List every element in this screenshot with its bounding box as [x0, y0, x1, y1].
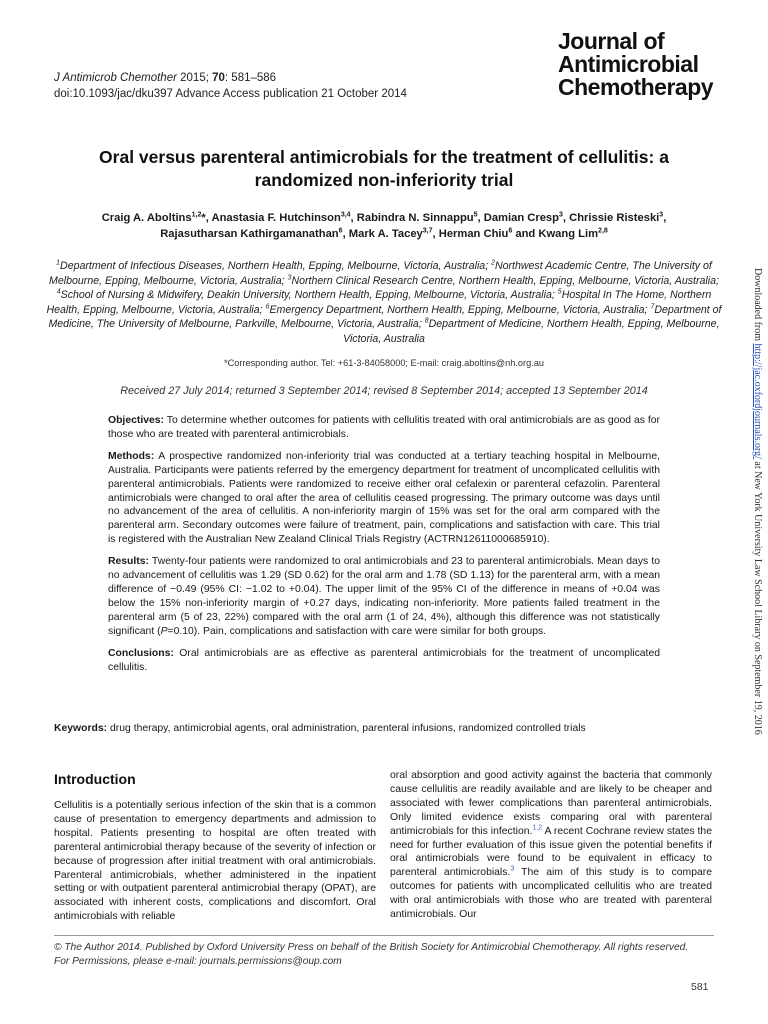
logo-line-3: Chemotherapy [558, 74, 714, 100]
author: Rajasutharsan Kathirgamanathan [160, 228, 339, 240]
title-line-2: randomized non-inferiority trial [254, 170, 514, 190]
abstract-conclusions [108, 647, 660, 675]
author-sup: 3 [659, 211, 664, 219]
permissions-line: For Permissions, please e-mail: journals.permissions@oup.com [54, 956, 342, 967]
keywords-text: drug therapy, antimicrobial agents, oral administration, parenteral infusions, randomized controlled trials [107, 723, 586, 734]
footer-divider [54, 935, 714, 936]
affil-sup: 6 [265, 302, 270, 310]
affil-sup: 3 [287, 273, 292, 281]
citation-year: 2015; [180, 72, 209, 84]
citation-pages: : 581–586 [224, 72, 277, 84]
citation [54, 70, 407, 102]
download-suffix: at New York University Law School Library on September 19, 2016 [752, 458, 763, 735]
introduction-heading: Introduction [54, 771, 136, 787]
affil-sup: 2 [491, 259, 495, 267]
abstract [108, 414, 660, 682]
conclusions-text: Oral antimicrobials are as effective as parenteral antimicrobials for the treatment of uncomplicated cellulitis. [108, 647, 660, 673]
affiliation: Department of Medicine, The University of Melbourne, Parkville, Melbourne, Victoria, Australia; [48, 303, 722, 330]
affil-sup: 5 [557, 288, 562, 296]
objectives-text: To determine whether outcomes for patients with cellulitis treated with oral antimicrobials are as good as for those who are treated with parenteral antimicrobials. [108, 415, 660, 440]
affiliation: Northern Clinical Research Centre, Northern Health, Epping, Melbourne, Victoria, Australia; [291, 274, 719, 287]
title-line-1: Oral versus parenteral antimicrobials for the treatment of cellulitis: a [99, 147, 669, 167]
intro-left-column: Cellulitis is a potentially serious infection of the skin that is a common cause of presentation to emergency departments and admission to hospital. Patients presenting to hospital are often treated with parenteral antimicrobial therapy because of the severity of infection or because of progression after initial treatment with oral antimicrobials. Parenteral antimicrobials, whether administered in the inpatient setting or with outpatient parenteral antimicrobial therapy (OPAT), are associated with inherent costs, complications and discomfort. Oral antimicrobials with reliable [54, 800, 376, 923]
results-label: Results: [108, 556, 149, 568]
affil-sup: 4 [56, 288, 61, 296]
abstract-results [108, 555, 660, 638]
abstract-objectives [108, 414, 660, 442]
author-sup: 3 [558, 211, 563, 219]
download-note-text [752, 268, 763, 735]
reference-link[interactable]: 1,2 [532, 824, 543, 832]
affiliation: Emergency Department, Northern Health, Epping, Melbourne, Victoria, Australia; [269, 303, 651, 316]
author-sep: , [663, 212, 667, 224]
results-text-end: =0.10). Pain, complications and satisfaction with care were similar for both groups. [167, 625, 547, 637]
author: Kwang Lim [538, 228, 599, 240]
intro-text: A recent Cochrane review states the need for further evaluation of this issue given the potential benefits if oral antimicrobials were found to be equivalent in efficacy to parenteral antimicrobials. [390, 825, 712, 879]
objectives-label: Objectives: [108, 415, 165, 426]
author-sep: *, [201, 212, 212, 224]
footer-notice [54, 941, 688, 969]
copyright-line: © The Author 2014. Published by Oxford University Press on behalf of the British Society for Antimicrobial Chemotherapy. All rights reserved. [54, 942, 689, 953]
author-sep: , [432, 228, 439, 240]
author-sep: , [342, 228, 349, 240]
author-sup: 3,4 [340, 211, 351, 219]
author-sup: 6 [338, 227, 343, 235]
author-list [40, 210, 728, 242]
article-title [40, 146, 728, 192]
conclusions-label: Conclusions: [108, 647, 174, 659]
page-number: 581 [691, 981, 709, 993]
author: Anastasia F. Hutchinson [211, 212, 341, 224]
author: Herman Chiu [438, 228, 509, 240]
affiliation: Department of Infectious Diseases, Northern Health, Epping, Melbourne, Victoria, Australia; [60, 260, 492, 272]
author-sup: 3,7 [422, 227, 433, 235]
intro-text: oral absorption and good activity against the bacteria that commonly cause cellulitis are readily available and are likely to be cheaper and associated with fewer complications than parenteral antimicrobials. Only limited evidence exists comparing oral with parenteral antimicrobials for this infection. [390, 770, 712, 837]
affiliation: Northwest Academic Centre, The University of Melbourne, Epping, Melbourne, Victoria, Australia; [49, 260, 712, 287]
author: Damian Cresp [483, 212, 559, 224]
abstract-methods [108, 450, 660, 547]
affiliations [40, 259, 728, 346]
logo-line-1: Journal of [558, 28, 665, 54]
affil-sup: 7 [650, 302, 655, 310]
author: Craig A. Aboltins [101, 212, 192, 224]
logo-line-2: Antimicrobial [558, 51, 699, 77]
author-sep: , [350, 212, 357, 224]
author: Mark A. Tacey [348, 228, 423, 240]
affiliation: School of Nursing & Midwifery, Deakin University, Northern Health, Epping, Melbourne, Victoria, Australia; [60, 289, 558, 301]
results-text: Twenty-four patients were randomized to oral antimicrobials and 23 to parenteral antimicrobials. Mean days to no advancement of cellulitis was 1.29 (SD 0.62) for the oral arm and 1.78 (SD 1.13) for the parenteral arm, with a mean difference of −0.49 (95% CI: −1.02 to +0.04). The upper limit of the 95% CI of the difference in means of +0.04 was below the 15% non-inferiority margin of +0.27 days, indicating non-inferiority. More patients failed treatment in the parenteral arm (5 of 23, 22%) compared with the oral arm (1 of 24, 4%), although this difference was not statistically significant ( [108, 556, 660, 637]
affil-sup: 1 [56, 259, 61, 267]
affil-sup: 8 [424, 317, 429, 325]
citation-volume: 70 [212, 72, 225, 84]
download-note [749, 268, 763, 748]
author: Chrissie Risteski [569, 212, 660, 224]
affiliation: Department of Medicine, Northern Health, Epping, Melbourne, Victoria, Australia [343, 318, 720, 345]
download-prefix: Downloaded from [752, 268, 763, 344]
doi-line: doi:10.1093/jac/dku397 Advance Access publication 21 October 2014 [54, 88, 407, 100]
author-sup: 1,2 [191, 211, 202, 219]
methods-text: A prospective randomized non-inferiority trial was conducted at a tertiary teaching hospital in Melbourne, Australia. Participants were patients referred by the emergency department for treatment of uncomplicated cellulitis with parenteral antimicrobials. Patients were randomized to receive either oral cefalexin or parenteral cefazolin. Parenteral antimicrobials were changed to oral after the area of cellulitis ceased progressing. The primary outcome was days until no advancement of the area of cellulitis. A non-inferiority margin of 15% was set for the oral arm compared with the parenteral arm. Secondary outcomes were failure of treatment, pain, complications and satisfaction with care. This trial is registered with the Australian New Zealand Clinical Trials Registry (ACTRN12611000685910). [108, 450, 660, 546]
author: Rabindra N. Sinnappu [356, 212, 474, 224]
journal-abbrev: J Antimicrob Chemother [54, 72, 177, 84]
author-sep: and [512, 228, 539, 240]
author-sup: 6 [508, 227, 513, 235]
journal-url-link[interactable]: http://jac.oxfordjournals.org/ [752, 343, 763, 459]
intro-text: The aim of this study is to compare outcomes for patients with uncomplicated cellulitis who are treated with oral antimicrobials with those who are treated with parenteral antimicrobials. Our [390, 867, 712, 921]
journal-logo [558, 30, 713, 99]
methods-label: Methods: [108, 450, 155, 462]
author-sep: , [477, 212, 484, 224]
author-line-1 [40, 210, 728, 226]
author-sep: , [562, 212, 570, 224]
author-sup: 5 [473, 211, 478, 219]
reference-link[interactable]: 3 [510, 865, 515, 873]
received-dates: Received 27 July 2014; returned 3 September 2014; revised 8 September 2014; accepted 13 September 2014 [120, 385, 648, 397]
author-sup: 2,8 [598, 227, 608, 235]
intro-right-column [390, 769, 712, 922]
affiliation: Hospital In The Home, Northern Health, Epping, Melbourne, Victoria, Australia; [46, 289, 712, 316]
author-line-2 [40, 226, 728, 242]
keywords [54, 723, 714, 734]
keywords-label: Keywords: [54, 723, 108, 734]
corresponding-author: *Corresponding author. Tel: +61-3-84058000; E-mail: craig.aboltins@nh.org.au [224, 358, 544, 368]
results-p-symbol: P [160, 625, 168, 637]
